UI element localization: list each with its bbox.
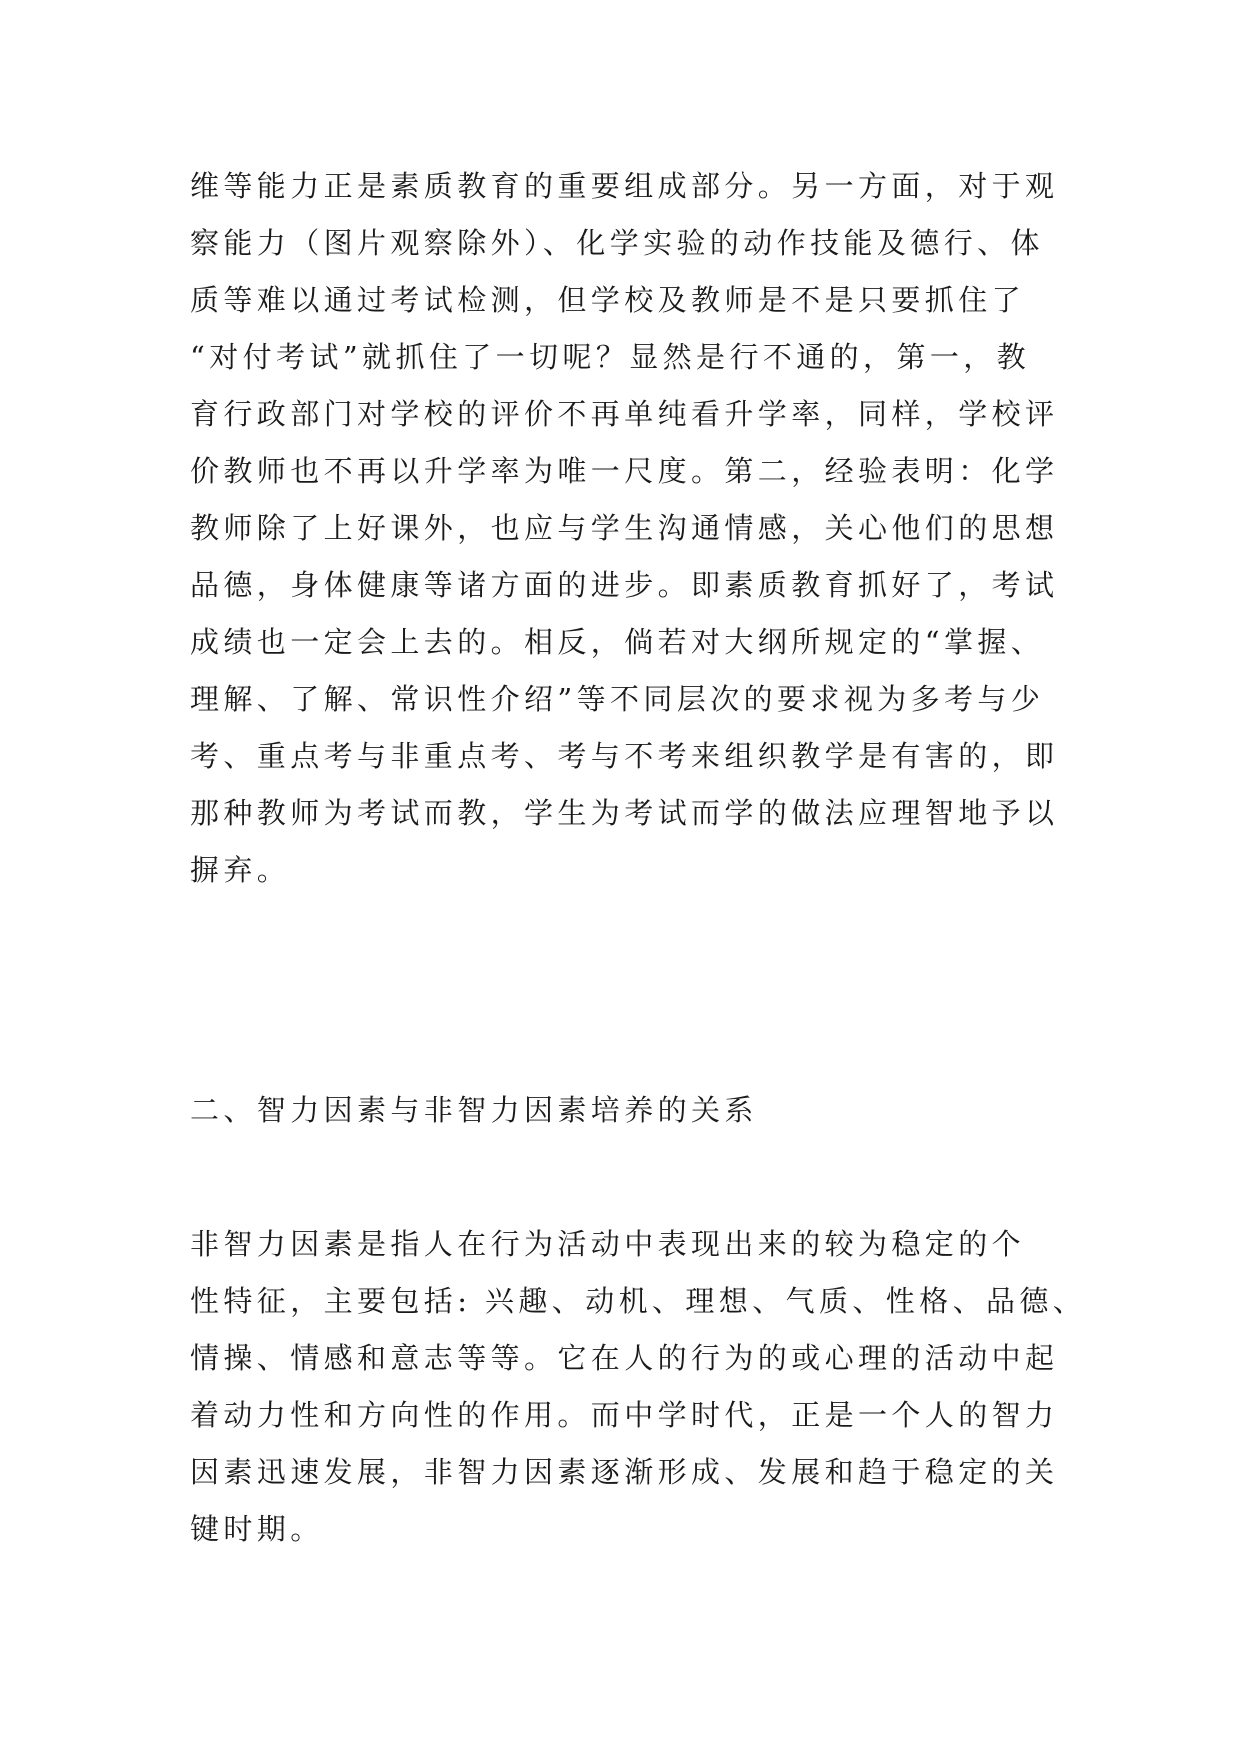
paragraph-1-line: 维等能力正是素质教育的重要组成部分。另一方面，对于观	[190, 169, 1059, 203]
paragraph-2-line: 因素迅速发展，非智力因素逐渐形成、发展和趋于稳定的关	[190, 1455, 1059, 1489]
paragraph-1-line: 价教师也不再以升学率为唯一尺度。第二，经验表明：化学	[190, 454, 1059, 488]
paragraph-2-line: 情操、情感和意志等等。它在人的行为的或心理的活动中起	[190, 1341, 1059, 1375]
paragraph-1-line: 品德，身体健康等诸方面的进步。即素质教育抓好了，考试	[190, 568, 1059, 602]
paragraph-2-line: 非智力因素是指人在行为活动中表现出来的较为稳定的个	[190, 1227, 1026, 1261]
paragraph-1-line: 那种教师为考试而教，学生为考试而学的做法应理智地予以	[190, 796, 1059, 830]
paragraph-2-line: 键时期。	[190, 1512, 324, 1546]
paragraph-1-line: 理解、了解、常识性介绍”等不同层次的要求视为多考与少	[190, 682, 1045, 716]
paragraph-1-line: 育行政部门对学校的评价不再单纯看升学率，同样，学校评	[190, 397, 1059, 431]
paragraph-2-line: 性特征，主要包括: 兴趣、动机、理想、气质、性格、品德、	[190, 1284, 1087, 1318]
section-heading: 二、智力因素与非智力因素培养的关系	[190, 1093, 758, 1127]
paragraph-1-line: 察能力（图片观察除外）、化学实验的动作技能及德行、体	[190, 226, 1044, 260]
paragraph-1-line: 摒弃。	[190, 853, 291, 887]
paragraph-1-line: 教师除了上好课外，也应与学生沟通情感，关心他们的思想	[190, 511, 1059, 545]
paragraph-1-line: “对付考试”就抓住了一切呢？显然是行不通的，第一，教	[190, 340, 1031, 374]
paragraph-1-line: 考、重点考与非重点考、考与不考来组织教学是有害的，即	[190, 739, 1059, 773]
paragraph-1-line: 成绩也一定会上去的。相反，倘若对大纲所规定的“掌握、	[190, 625, 1045, 659]
paragraph-1-line: 质等难以通过考试检测，但学校及教师是不是只要抓住了	[190, 283, 1026, 317]
paragraph-2-line: 着动力性和方向性的作用。而中学时代，正是一个人的智力	[190, 1398, 1059, 1432]
